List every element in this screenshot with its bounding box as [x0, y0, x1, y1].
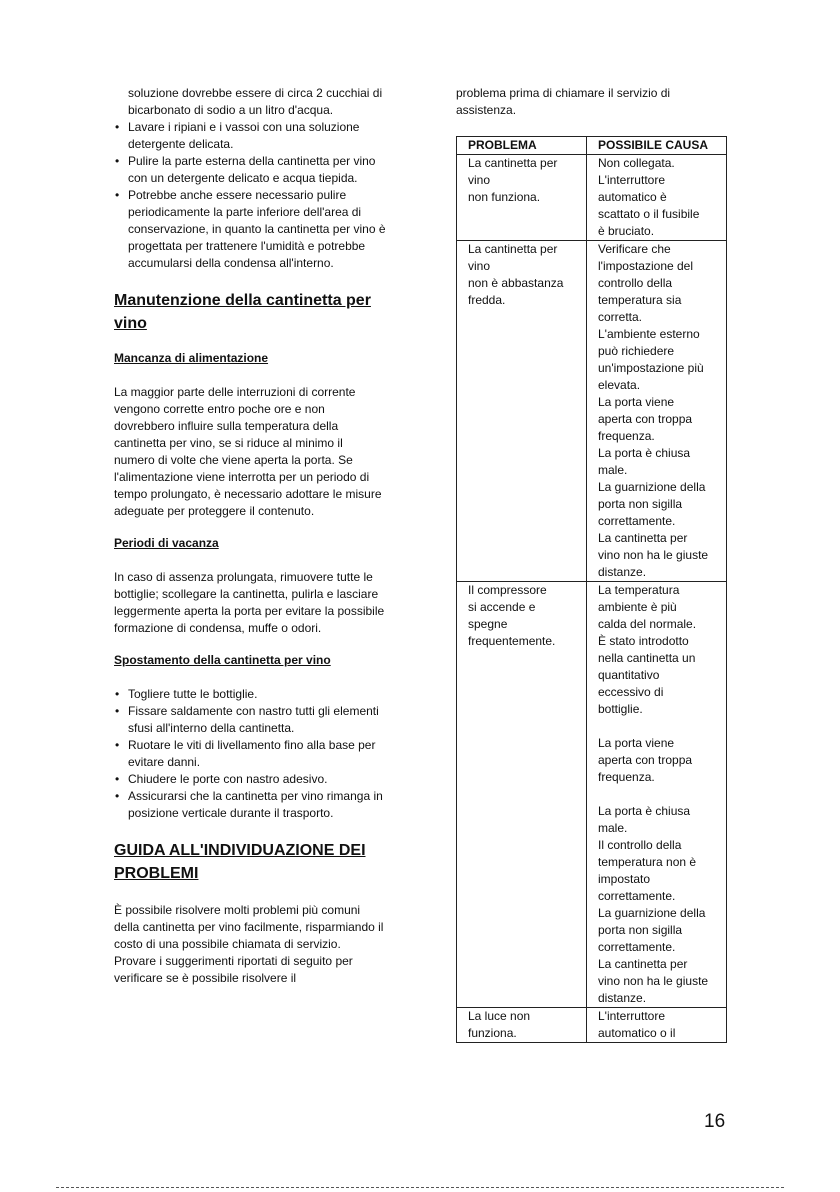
- troubleshooting-table: [456, 136, 727, 1043]
- problem-cell: [457, 241, 587, 582]
- cause-line: La porta è chiusa: [598, 804, 691, 818]
- problem-line: frequentemente.: [468, 634, 556, 648]
- power-failure-heading: Mancanza di alimentazione: [114, 351, 269, 365]
- problem-cell: [457, 155, 587, 241]
- cause-line: correttamente.: [598, 514, 676, 528]
- cause-cell: [587, 241, 727, 582]
- cause-line: porta non sigilla: [598, 923, 683, 937]
- cause-line: eccessivo di: [598, 685, 664, 699]
- problem-line: funziona.: [468, 1026, 517, 1040]
- header-possible-cause: POSSIBILE CAUSA: [587, 137, 727, 155]
- cause-line: male.: [598, 463, 628, 477]
- cause-line: automatico è: [598, 190, 667, 204]
- problem-line: fredda.: [468, 293, 506, 307]
- problem-line: non funziona.: [468, 190, 541, 204]
- footer-divider: [56, 1187, 784, 1188]
- left-column: [114, 85, 386, 987]
- list-item: • Potrebbe anche essere necessario pulire periodicamente la parte inferiore dell'area di conservazione, in quanto la cantinetta per vino è progettata per trattenere l'umidità e potrebbe accumularsi della condensa all'interno.: [114, 187, 386, 272]
- cleaning-list: [114, 119, 386, 272]
- cause-line: bottiglie.: [598, 702, 643, 716]
- cleaning-continuation: soluzione dovrebbe essere di circa 2 cucchiai di bicarbonato di sodio a un litro d'acqua.: [128, 86, 383, 117]
- list-item: • Chiudere le porte con nastro adesivo.: [114, 771, 386, 788]
- cause-cell: [587, 155, 727, 241]
- vacation-text: In caso di assenza prolungata, rimuovere tutte le bottiglie; scollegare la cantinetta, pulirla e lasciare leggermente aperta la porta per evitare la possibile formazione di condensa, muffe o odori.: [114, 570, 385, 635]
- cause-line: vino non ha le giuste: [598, 974, 709, 988]
- vacation-heading: Periodi di vacanza: [114, 536, 219, 550]
- list-item: • Assicurarsi che la cantinetta per vino rimanga in posizione verticale durante il trasporto.: [114, 788, 386, 822]
- header-problem: PROBLEMA: [457, 137, 587, 155]
- table-row: [457, 1008, 727, 1043]
- cause-line: può richiedere: [598, 344, 675, 358]
- cause-line: è bruciato.: [598, 224, 655, 238]
- cause-line: correttamente.: [598, 940, 676, 954]
- moving-heading: Spostamento della cantinetta per vino: [114, 653, 331, 667]
- table-row: [457, 241, 727, 582]
- cause-line: l'impostazione del: [598, 259, 694, 273]
- page-number: 16: [704, 1111, 726, 1132]
- cause-line: distanze.: [598, 565, 647, 579]
- troubleshooting-continuation: problema prima di chiamare il servizio di assistenza.: [456, 86, 671, 117]
- table-row: [457, 155, 727, 241]
- cause-line: ambiente è più: [598, 600, 677, 614]
- cause-line: vino non ha le giuste: [598, 548, 709, 562]
- right-column: [456, 85, 728, 1043]
- cause-line: La guarnizione della: [598, 480, 706, 494]
- cause-cell: [587, 1008, 727, 1043]
- problem-line: vino: [468, 173, 491, 187]
- maintenance-heading: Manutenzione della cantinetta per vino: [114, 292, 371, 332]
- blank-line: [598, 786, 726, 803]
- problem-line: La luce non: [468, 1009, 531, 1023]
- cause-line: nella cantinetta un: [598, 651, 696, 665]
- problem-line: non è abbastanza: [468, 276, 564, 290]
- cause-line: È stato introdotto: [598, 634, 689, 648]
- cause-line: frequenza.: [598, 429, 655, 443]
- cause-line: La porta è chiusa: [598, 446, 691, 460]
- cause-line: L'interruttore: [598, 173, 665, 187]
- list-item: • Pulire la parte esterna della cantinetta per vino con un detergente delicato e acqua tiepida.: [114, 153, 386, 187]
- cause-line: calda del normale.: [598, 617, 697, 631]
- cause-line: correttamente.: [598, 889, 676, 903]
- problem-line: vino: [468, 259, 491, 273]
- cause-line: elevata.: [598, 378, 641, 392]
- cause-line: controllo della: [598, 276, 673, 290]
- cause-line: La cantinetta per: [598, 957, 688, 971]
- cause-line: Verificare che: [598, 242, 671, 256]
- cause-line: frequenza.: [598, 770, 655, 784]
- cause-line: La porta viene: [598, 736, 675, 750]
- cause-line: scattato o il fusibile: [598, 207, 700, 221]
- cause-line: Il controllo della: [598, 838, 682, 852]
- problem-line: spegne: [468, 617, 508, 631]
- cause-line: porta non sigilla: [598, 497, 683, 511]
- troubleshooting-text: È possibile risolvere molti problemi più comuni della cantinetta per vino facilmente, risparmiando il costo di una possibile chiamata di servizio. Provare i suggerimenti riportati di seguito per verificare se è possibile risolvere il: [114, 903, 384, 985]
- problem-line: Il compressore: [468, 583, 547, 597]
- cause-line: aperta con troppa: [598, 753, 693, 767]
- cause-line: temperatura non è: [598, 855, 697, 869]
- cause-line: un'impostazione più: [598, 361, 704, 375]
- problem-cell: [457, 582, 587, 1008]
- list-item: • Ruotare le viti di livellamento fino alla base per evitare danni.: [114, 737, 386, 771]
- cause-line: distanze.: [598, 991, 647, 1005]
- problem-cell: [457, 1008, 587, 1043]
- cause-line: male.: [598, 821, 628, 835]
- list-item: • Lavare i ripiani e i vassoi con una soluzione detergente delicata.: [114, 119, 386, 153]
- cause-line: Non collegata.: [598, 156, 675, 170]
- cause-line: L'interruttore: [598, 1009, 665, 1023]
- power-failure-text: La maggior parte delle interruzioni di corrente vengono corrette entro poche ore e non dovrebbero influire sulla temperatura della cantinetta per vino, se si riduce al minimo il numero di volte che viene aperta la porta. Se l'alimentazione viene interrotta per un periodo di tempo prolungato, è necessario adottare le misure adeguate per proteggere il contenuto.: [114, 385, 382, 518]
- problem-line: La cantinetta per: [468, 156, 558, 170]
- list-item: • Togliere tutte le bottiglie.: [114, 686, 386, 703]
- table-body: [457, 155, 727, 1043]
- cause-line: L'ambiente esterno: [598, 327, 700, 341]
- cause-line: La cantinetta per: [598, 531, 688, 545]
- moving-list: [114, 686, 386, 822]
- cause-line: La temperatura: [598, 583, 680, 597]
- cause-line: aperta con troppa: [598, 412, 693, 426]
- problem-line: si accende e: [468, 600, 536, 614]
- table-row: [457, 582, 727, 1008]
- blank-line: [598, 718, 726, 735]
- cause-line: impostato: [598, 872, 651, 886]
- cause-cell: [587, 582, 727, 1008]
- cause-line: automatico o il: [598, 1026, 676, 1040]
- list-item: • Fissare saldamente con nastro tutti gli elementi sfusi all'interno della cantinetta.: [114, 703, 386, 737]
- table-header-row: [457, 137, 727, 155]
- cause-line: La guarnizione della: [598, 906, 706, 920]
- cause-line: La porta viene: [598, 395, 675, 409]
- cause-line: temperatura sia: [598, 293, 682, 307]
- cause-line: quantitativo: [598, 668, 660, 682]
- cause-line: corretta.: [598, 310, 643, 324]
- problem-line: La cantinetta per: [468, 242, 558, 256]
- troubleshooting-heading: GUIDA ALL'INDIVIDUAZIONE DEI PROBLEMI: [114, 842, 366, 882]
